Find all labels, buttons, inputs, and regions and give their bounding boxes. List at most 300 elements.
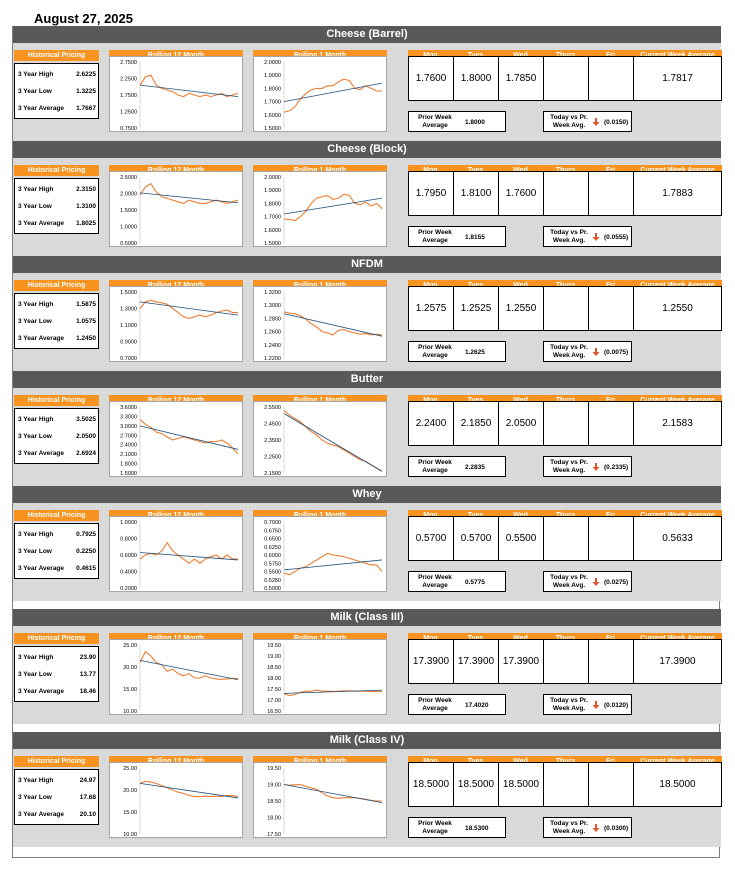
- y-tick-label: 0.6750: [264, 528, 281, 535]
- y-tick-label: 0.6500: [264, 536, 281, 543]
- down-arrow-icon: [592, 118, 600, 126]
- rolling-12-month-chart: [109, 639, 243, 715]
- section-title: Whey: [13, 486, 721, 503]
- y-tick-label: 0.6250: [264, 544, 281, 551]
- prior-week-value: 1.2625: [465, 349, 485, 356]
- section-title: Cheese (Barrel): [13, 26, 721, 43]
- prior-week-label: Prior Week Average: [418, 820, 452, 835]
- prior-week-label: Prior Week Average: [418, 344, 452, 359]
- day-value-fri: [588, 286, 634, 331]
- section-whey: [13, 486, 721, 601]
- y-tick-label: 0.5250: [264, 577, 281, 584]
- prior-week-value: 1.8155: [465, 234, 485, 241]
- y-tick-label: 3.6000: [120, 405, 137, 411]
- trend-line: [140, 193, 238, 203]
- y-tick-label: 2.2500: [264, 454, 281, 461]
- day-value-tues: 17.3900: [453, 639, 499, 684]
- historical-pricing-header: Historical Pricing: [14, 50, 99, 61]
- historical-value: 2.6924: [76, 450, 96, 457]
- y-tick-label: 2.7000: [120, 433, 137, 440]
- price-series-line: [140, 75, 238, 96]
- rolling-12-month-chart: [109, 401, 243, 477]
- y-tick-label: 1.1000: [120, 323, 137, 329]
- y-tick-label: 2.4000: [120, 442, 137, 449]
- line-chart-svg: [110, 287, 244, 363]
- y-tick-label: 1.5000: [120, 208, 137, 214]
- prior-week-average-box: [408, 111, 506, 132]
- y-tick-label: 1.2200: [264, 356, 281, 362]
- y-tick-label: 19.00: [267, 782, 281, 789]
- day-value-fri: [588, 516, 634, 561]
- y-tick-label: 10.00: [123, 832, 137, 838]
- y-tick-label: 3.3000: [120, 414, 137, 421]
- y-tick-label: 0.6000: [264, 553, 281, 559]
- historical-row-3-year-average: [18, 811, 98, 818]
- down-arrow-icon: [592, 233, 600, 241]
- trend-line: [284, 560, 382, 570]
- today-vs-value: (0.0075): [604, 349, 629, 356]
- day-value-wed: 1.2550: [498, 286, 544, 331]
- prior-week-label: Prior Week Average: [418, 229, 452, 244]
- report-sections: [12, 26, 720, 858]
- day-value-tues: 1.8000: [453, 56, 499, 101]
- historical-label: 3 Year Low: [18, 548, 52, 555]
- historical-value: 1.3100: [76, 203, 96, 210]
- today-vs-label: Today vs Pr. Week Avg.: [550, 820, 588, 835]
- section-milk-class-iii: [13, 609, 721, 724]
- prior-week-average-box: [408, 694, 506, 715]
- y-tick-label: 16.50: [267, 709, 281, 715]
- y-tick-label: 10.00: [123, 709, 137, 715]
- y-tick-label: 0.2000: [120, 586, 137, 592]
- day-value-wed: 0.5500: [498, 516, 544, 561]
- y-tick-label: 1.2800: [264, 316, 281, 323]
- y-tick-label: 1.7000: [264, 214, 281, 221]
- historical-row-3-year-high: [18, 301, 98, 308]
- historical-row-3-year-high: [18, 777, 98, 784]
- historical-value: 18.46: [79, 688, 96, 695]
- today-vs-value: (0.0150): [604, 119, 629, 126]
- y-tick-label: 2.1000: [120, 452, 137, 459]
- historical-label: 3 Year Average: [18, 105, 65, 112]
- y-tick-label: 19.50: [267, 766, 281, 772]
- y-tick-label: 17.00: [267, 698, 281, 704]
- section-butter: [13, 371, 721, 486]
- y-tick-label: 0.7500: [120, 126, 137, 132]
- historical-row-3-year-high: [18, 531, 98, 538]
- prior-week-value: 1.8000: [465, 119, 485, 126]
- historical-value: 13.77: [79, 671, 96, 678]
- line-chart-svg: [254, 763, 388, 839]
- y-tick-label: 18.50: [267, 665, 281, 671]
- y-tick-label: 18.00: [267, 815, 281, 822]
- price-series-line: [284, 194, 382, 220]
- today-vs-prior-week-box: [543, 341, 632, 362]
- prior-week-value: 0.5775: [465, 579, 485, 586]
- y-tick-label: 18.00: [267, 676, 281, 682]
- y-tick-label: 0.5000: [120, 241, 137, 247]
- today-vs-value: (0.0120): [604, 702, 629, 709]
- historical-pricing-box: [14, 769, 99, 825]
- price-series-line: [284, 79, 382, 112]
- prior-week-value: 18.5300: [465, 825, 489, 832]
- y-tick-label: 0.9000: [120, 339, 137, 346]
- historical-value: 24.97: [79, 777, 96, 784]
- rolling-1-month-chart: [253, 639, 387, 715]
- historical-pricing-header: Historical Pricing: [14, 280, 99, 291]
- historical-pricing-header: Historical Pricing: [14, 756, 99, 767]
- line-chart-svg: [110, 517, 244, 593]
- historical-label: 3 Year Low: [18, 88, 52, 95]
- historical-pricing-box: [14, 63, 99, 119]
- rolling-12-month-chart: [109, 516, 243, 592]
- day-value-mon: 17.3900: [408, 639, 454, 684]
- historical-value: 1.3225: [76, 88, 96, 95]
- historical-row-3-year-average: [18, 450, 98, 457]
- historical-label: 3 Year Average: [18, 450, 65, 457]
- historical-pricing-box: [14, 523, 99, 579]
- historical-row-3-year-low: [18, 203, 98, 210]
- line-chart-svg: [254, 640, 388, 716]
- historical-label: 3 Year High: [18, 531, 54, 538]
- day-value-wed: 18.5000: [498, 762, 544, 807]
- y-tick-label: 2.7500: [120, 60, 137, 66]
- historical-row-3-year-low: [18, 88, 98, 95]
- today-vs-prior-week-box: [543, 226, 632, 247]
- historical-value: 1.7667: [76, 105, 96, 112]
- price-series-line: [140, 543, 238, 564]
- section-cheese-block: [13, 141, 721, 256]
- historical-label: 3 Year High: [18, 71, 54, 78]
- current-week-average-value: 0.5633: [633, 516, 722, 561]
- historical-row-3-year-low: [18, 433, 98, 440]
- historical-row-3-year-low: [18, 794, 98, 801]
- prior-week-value: 17.4020: [465, 702, 489, 709]
- down-arrow-icon: [592, 578, 600, 586]
- rolling-12-month-chart: [109, 56, 243, 132]
- today-vs-value: (0.2335): [604, 464, 629, 471]
- y-tick-label: 25.00: [123, 643, 137, 649]
- today-vs-prior-week-box: [543, 571, 632, 592]
- day-value-fri: [588, 762, 634, 807]
- current-week-average-value: 17.3900: [633, 639, 722, 684]
- section-title: Cheese (Block): [13, 141, 721, 158]
- day-value-wed: 2.0500: [498, 401, 544, 446]
- day-value-fri: [588, 171, 634, 216]
- trend-line: [140, 553, 238, 560]
- down-arrow-icon: [592, 348, 600, 356]
- y-tick-label: 1.5000: [120, 290, 137, 296]
- historical-value: 2.6225: [76, 71, 96, 78]
- historical-value: 1.8025: [76, 220, 96, 227]
- trend-line: [284, 785, 382, 803]
- historical-row-3-year-average: [18, 688, 98, 695]
- day-value-mon: 0.5700: [408, 516, 454, 561]
- y-tick-label: 0.6000: [120, 553, 137, 559]
- y-tick-label: 19.00: [267, 654, 281, 660]
- report-date: August 27, 2025: [34, 11, 133, 26]
- today-vs-value: (0.0300): [604, 825, 629, 832]
- day-value-tues: 1.8100: [453, 171, 499, 216]
- y-tick-label: 1.8000: [264, 201, 281, 208]
- historical-value: 0.7925: [76, 531, 96, 538]
- y-tick-label: 1.3000: [264, 303, 281, 310]
- historical-pricing-box: [14, 646, 99, 702]
- y-tick-label: 0.4000: [120, 569, 137, 576]
- current-week-average-value: 1.7817: [633, 56, 722, 101]
- price-series-line: [140, 184, 238, 204]
- down-arrow-icon: [592, 463, 600, 471]
- y-tick-label: 2.4500: [264, 421, 281, 428]
- y-tick-label: 1.7000: [264, 99, 281, 106]
- today-vs-prior-week-box: [543, 111, 632, 132]
- day-value-fri: [588, 401, 634, 446]
- y-tick-label: 2.3500: [264, 438, 281, 444]
- y-tick-label: 1.7500: [120, 93, 137, 99]
- line-chart-svg: [110, 402, 244, 478]
- rolling-1-month-chart: [253, 286, 387, 362]
- y-tick-label: 1.9000: [264, 188, 281, 195]
- trend-line: [140, 426, 238, 450]
- day-value-mon: 1.7950: [408, 171, 454, 216]
- price-series-line: [140, 420, 238, 455]
- day-value-wed: 1.7850: [498, 56, 544, 101]
- line-chart-svg: [254, 57, 388, 133]
- y-tick-label: 1.6000: [264, 227, 281, 234]
- day-value-tues: 0.5700: [453, 516, 499, 561]
- day-value-mon: 2.2400: [408, 401, 454, 446]
- historical-row-3-year-low: [18, 671, 98, 678]
- historical-label: 3 Year High: [18, 301, 54, 308]
- trend-line: [140, 302, 238, 315]
- day-value-thurs: [543, 762, 589, 807]
- y-tick-label: 17.50: [267, 832, 281, 838]
- prior-week-label: Prior Week Average: [418, 114, 452, 129]
- day-value-tues: 18.5000: [453, 762, 499, 807]
- historical-label: 3 Year Low: [18, 433, 52, 440]
- prior-week-average-box: [408, 456, 506, 477]
- section-nfdm: [13, 256, 721, 371]
- historical-row-3-year-average: [18, 105, 98, 112]
- y-tick-label: 1.9000: [264, 73, 281, 80]
- rolling-1-month-chart: [253, 401, 387, 477]
- y-tick-label: 3.0000: [120, 423, 137, 430]
- day-value-thurs: [543, 639, 589, 684]
- prior-week-label: Prior Week Average: [418, 697, 452, 712]
- historical-label: 3 Year Average: [18, 688, 65, 695]
- historical-label: 3 Year High: [18, 777, 54, 784]
- y-tick-label: 2.1500: [264, 471, 281, 477]
- historical-label: 3 Year Low: [18, 794, 52, 801]
- day-value-thurs: [543, 171, 589, 216]
- historical-pricing-box: [14, 293, 99, 349]
- historical-row-3-year-high: [18, 416, 98, 423]
- y-tick-label: 2.2500: [120, 76, 137, 83]
- prior-week-average-box: [408, 571, 506, 592]
- historical-value: 23.90: [79, 654, 96, 661]
- y-tick-label: 0.5500: [264, 569, 281, 576]
- section-cheese-barrel: [13, 26, 721, 141]
- day-value-mon: 18.5000: [408, 762, 454, 807]
- y-tick-label: 0.7000: [264, 520, 281, 526]
- price-series-line: [284, 410, 382, 471]
- historical-pricing-box: [14, 408, 99, 464]
- today-vs-label: Today vs Pr. Week Avg.: [550, 344, 588, 359]
- y-tick-label: 0.8000: [120, 536, 137, 543]
- y-tick-label: 2.0000: [264, 60, 281, 66]
- prior-week-average-box: [408, 226, 506, 247]
- rolling-1-month-chart: [253, 762, 387, 838]
- historical-label: 3 Year Low: [18, 671, 52, 678]
- historical-label: 3 Year Low: [18, 318, 52, 325]
- price-series-line: [140, 652, 238, 680]
- y-tick-label: 17.50: [267, 687, 281, 693]
- historical-pricing-header: Historical Pricing: [14, 395, 99, 406]
- day-value-thurs: [543, 516, 589, 561]
- down-arrow-icon: [592, 824, 600, 832]
- y-tick-label: 0.5750: [264, 561, 281, 568]
- y-tick-label: 19.50: [267, 643, 281, 649]
- y-tick-label: 18.50: [267, 799, 281, 805]
- trend-line: [140, 660, 238, 679]
- y-tick-label: 0.5000: [264, 586, 281, 592]
- day-value-mon: 1.2575: [408, 286, 454, 331]
- down-arrow-icon: [592, 701, 600, 709]
- rolling-12-month-chart: [109, 286, 243, 362]
- rolling-1-month-chart: [253, 56, 387, 132]
- price-series-line: [140, 300, 238, 318]
- historical-label: 3 Year Average: [18, 565, 65, 572]
- prior-week-average-box: [408, 817, 506, 838]
- historical-value: 0.2250: [76, 548, 96, 555]
- prior-week-label: Prior Week Average: [418, 574, 452, 589]
- y-tick-label: 1.5000: [264, 126, 281, 132]
- historical-label: 3 Year Average: [18, 220, 65, 227]
- current-week-average-value: 1.2550: [633, 286, 722, 331]
- section-milk-class-iv: [13, 732, 721, 847]
- y-tick-label: 20.00: [123, 665, 137, 671]
- historical-value: 1.0575: [76, 318, 96, 325]
- current-week-average-value: 1.7883: [633, 171, 722, 216]
- section-title: Milk (Class IV): [13, 732, 721, 749]
- today-vs-prior-week-box: [543, 817, 632, 838]
- historical-row-3-year-low: [18, 548, 98, 555]
- historical-value: 1.2450: [76, 335, 96, 342]
- historical-row-3-year-average: [18, 335, 98, 342]
- today-vs-prior-week-box: [543, 456, 632, 477]
- historical-pricing-box: [14, 178, 99, 234]
- historical-label: 3 Year High: [18, 416, 54, 423]
- y-tick-label: 1.5000: [120, 471, 137, 477]
- historical-row-3-year-high: [18, 71, 98, 78]
- trend-line: [140, 85, 238, 97]
- day-value-fri: [588, 639, 634, 684]
- price-series-line: [140, 781, 238, 796]
- historical-value: 3.5025: [76, 416, 96, 423]
- historical-pricing-header: Historical Pricing: [14, 510, 99, 521]
- y-tick-label: 1.2500: [120, 109, 137, 116]
- section-title: Butter: [13, 371, 721, 388]
- y-tick-label: 1.8000: [264, 86, 281, 93]
- line-chart-svg: [254, 402, 388, 478]
- historical-value: 2.3150: [76, 186, 96, 193]
- line-chart-svg: [254, 287, 388, 363]
- trend-line: [284, 198, 382, 214]
- historical-value: 17.68: [79, 794, 96, 801]
- prior-week-average-box: [408, 341, 506, 362]
- y-tick-label: 25.00: [123, 766, 137, 772]
- day-value-tues: 1.2525: [453, 286, 499, 331]
- today-vs-label: Today vs Pr. Week Avg.: [550, 229, 588, 244]
- y-tick-label: 1.2600: [264, 329, 281, 336]
- day-value-mon: 1.7600: [408, 56, 454, 101]
- line-chart-svg: [254, 172, 388, 248]
- y-tick-label: 0.7000: [120, 356, 137, 362]
- y-tick-label: 2.5000: [120, 175, 137, 181]
- prior-week-value: 2.2835: [465, 464, 485, 471]
- line-chart-svg: [110, 57, 244, 133]
- historical-value: 0.4615: [76, 565, 96, 572]
- y-tick-label: 15.00: [123, 687, 137, 693]
- y-tick-label: 1.8000: [120, 461, 137, 468]
- rolling-1-month-chart: [253, 171, 387, 247]
- day-value-wed: 17.3900: [498, 639, 544, 684]
- rolling-12-month-chart: [109, 171, 243, 247]
- historical-row-3-year-high: [18, 186, 98, 193]
- price-series-line: [284, 553, 382, 575]
- rolling-1-month-chart: [253, 516, 387, 592]
- today-vs-value: (0.0555): [604, 234, 629, 241]
- y-tick-label: 1.6000: [264, 112, 281, 119]
- y-tick-label: 1.3200: [264, 290, 281, 296]
- historical-value: 2.0500: [76, 433, 96, 440]
- historical-label: 3 Year High: [18, 186, 54, 193]
- section-title: NFDM: [13, 256, 721, 273]
- day-value-tues: 2.1850: [453, 401, 499, 446]
- historical-row-3-year-average: [18, 220, 98, 227]
- current-week-average-value: 18.5000: [633, 762, 722, 807]
- historical-label: 3 Year Average: [18, 335, 65, 342]
- historical-value: 20.10: [79, 811, 96, 818]
- historical-label: 3 Year Low: [18, 203, 52, 210]
- current-week-average-value: 2.1583: [633, 401, 722, 446]
- price-series-line: [284, 312, 382, 335]
- line-chart-svg: [110, 640, 244, 716]
- today-vs-label: Today vs Pr. Week Avg.: [550, 697, 588, 712]
- y-tick-label: 1.0000: [120, 520, 137, 526]
- day-value-thurs: [543, 401, 589, 446]
- y-tick-label: 1.5000: [264, 241, 281, 247]
- today-vs-label: Today vs Pr. Week Avg.: [550, 574, 588, 589]
- y-tick-label: 2.0000: [120, 191, 137, 198]
- y-tick-label: 1.3000: [120, 306, 137, 313]
- y-tick-label: 2.5500: [264, 405, 281, 411]
- line-chart-svg: [254, 517, 388, 593]
- day-value-wed: 1.7600: [498, 171, 544, 216]
- historical-label: 3 Year High: [18, 654, 54, 661]
- y-tick-label: 1.2400: [264, 342, 281, 349]
- prior-week-label: Prior Week Average: [418, 459, 452, 474]
- day-value-fri: [588, 56, 634, 101]
- historical-row-3-year-average: [18, 565, 98, 572]
- section-title: Milk (Class III): [13, 609, 721, 626]
- historical-pricing-header: Historical Pricing: [14, 633, 99, 644]
- y-tick-label: 2.0000: [264, 175, 281, 181]
- historical-value: 1.5875: [76, 301, 96, 308]
- today-vs-label: Today vs Pr. Week Avg.: [550, 114, 588, 129]
- historical-pricing-header: Historical Pricing: [14, 165, 99, 176]
- y-tick-label: 15.00: [123, 810, 137, 816]
